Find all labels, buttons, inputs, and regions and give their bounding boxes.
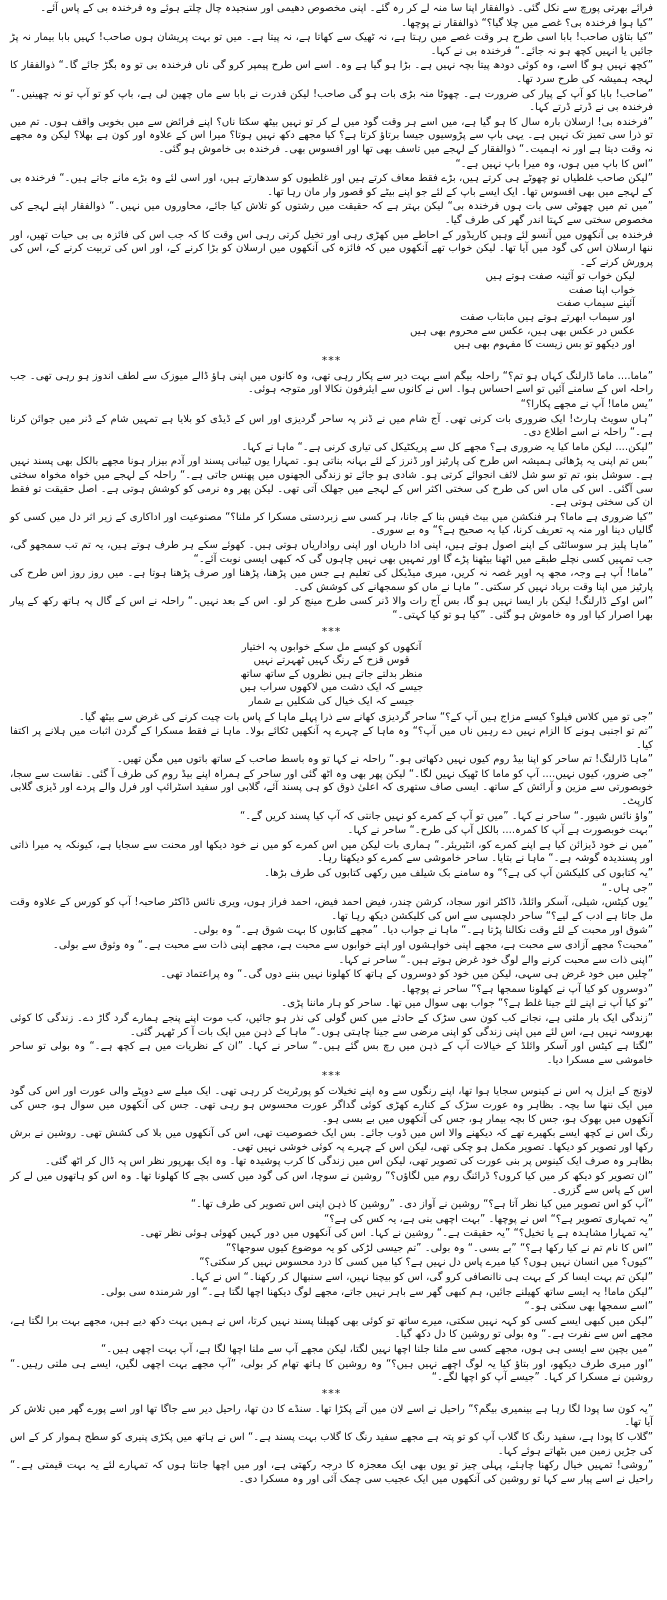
section-separator: ***: [321, 1069, 342, 1083]
verse-line: خواب اپنا صفت: [568, 284, 635, 296]
paragraph: رنگ اس نے کچھ ایسے بکھیرے تھے کہ دیکھنے والا اس میں ڈوب جائے۔ بس ایک خصوصیت تھی، اس کی آنکھوں میں بلا کی کشش تھی۔ روشین نے برش رکھا اور تصویر کو دیکھا۔ تصویر مکمل ہو چکی تھی، لیکن اس کے چہرے پہ کوئی خوشی نہیں تھی۔: [10, 1128, 653, 1153]
paragraph: ”زندگی ایک بار ملتی ہے، نجانے کب کون سی سڑک کے حادثے میں کس گولی کی نذر ہو جائیں، کب موت اپنے پنجے ہمارے گرد گاڑ دے۔ زندگی کا کوئی بھروسہ نہیں ہے، اس لئے میں اپنی زندگی کو اپنی مرضی سے جینا چاہتی ہوں۔“ ماہا کے ذہن میں ایک بات آ کر ٹھہر گئی۔: [10, 1012, 653, 1038]
paragraph: ”اس کا نام تم نے کیا رکھا ہے؟“ ”بے بسی۔“ وہ بولی۔ ”تم جیسی لڑکی کو یہ موضوع کیوں سوجھا؟“: [226, 1242, 653, 1254]
paragraph: ”فرخندہ بی! ارسلان بارہ سال کا ہو گیا ہے، میں اسے ہر وقت گود میں لے کر تو نہیں بیٹھ سکتا ناں؟ اپنے فرائض سے میں بخوبی واقف ہوں۔ تم میں تو ذرا سی تمیز تک نہیں ہے۔ یہی باپ سے پڑوسیوں جیسا برتاؤ کرتا ہے؟ کیا مجھے دکھ نہیں ہوتا؟ میرا اس کے علاوہ اور کون ہے بھلا؟ لیکن وہ مجھے نہ وقت دیتا ہے اور نہ اہمیت۔“ ذوالفقار کے لہجے میں تاسف بھی تھا اور افسوس بھی۔ فرخندہ بی خاموش ہو گئی۔: [10, 116, 653, 155]
paragraph: ”چلیں میں خود غرض ہی سہی، لیکن میں خود کو دوسروں کے ہاتھ کا کھلونا نہیں بننے دوں گی۔“ وہ پراعتماد تھی۔: [160, 969, 653, 981]
paragraph: ”میں نے خود ڈیزائن کیا ہے اپنے کمرے کو، انٹیریئر۔“ ہماری بات لیکن میں اس کمرے کو میں نے خود دیکھا اور محنت سے سجایا ہے، کیونکہ یہ میرا ذاتی اور پسندیدہ گوشہ ہے۔“ ماہا نے بتایا۔ ساحر خاموشی سے کمرے کو دیکھتا رہا۔: [10, 839, 653, 865]
paragraph: ”تو کیا آپ نے اپنے لئے جینا غلط ہے؟“ جواب بھی سوال میں تھا۔ ساحر کو ہار ماننا پڑی۔: [281, 998, 653, 1010]
poem-verse: [10, 641, 653, 709]
paragraph: ”یس ماما! آپ نے مجھے پکارا؟“: [520, 399, 653, 411]
verse-line: لیکن خواب تو آئینہ صفت ہوتے ہیں: [485, 271, 635, 283]
paragraph: ”یہ تمہاری تصویر ہے؟“ اس نے پوچھا۔ ”بہت اچھی بنی ہے، یہ کس کی ہے؟“: [324, 1213, 653, 1225]
verse-line: اور سیماب ابھرتے ہوتے ہیں مابتاب صفت: [460, 312, 635, 324]
paragraph: ”اپنی ذات سے محبت کرنے والے لوگ خود غرض ہوتے ہیں۔“ ساحر نے کہا۔: [338, 954, 653, 966]
paragraph: ”واؤ نائس شیور۔“ ساحر نے کہا۔ ”میں تو آپ کے کمرے کو نہیں جانتی کہ آپ کیا پسند کریں گے۔“: [239, 810, 653, 822]
paragraph: ”تم تو اجنبی ہونے کا الزام نہیں دے رہیں ناں میں آپ؟“ وہ ماہا کے چہرے پہ آنکھیں ٹکائے بولا۔ ماہا نے فقط مسکرا کے گردن اثبات میں ہلانے پر اکتفا کیا۔: [10, 726, 653, 751]
section-3: [10, 711, 653, 1068]
poem-verse: [10, 270, 635, 352]
paragraph: ”جی تو میں کلاس فیلو؟ کیسے مزاج ہیں آپ کے؟“ ساحر گردیزی کھانے سے ذرا پہلے ماہا کے پاس بات چیت کرنے کی غرض سے بیٹھ گیا۔: [78, 711, 653, 723]
paragraph: ”گلاب کا پودا ہے، سفید رنگ کا گلاب آپ کو تو پتہ ہے مجھے سفید رنگ کا گلاب بہت پسند ہے۔“ اس نے ہاتھ میں پکڑی پنیری کو سطح ہموار کر کے اس کی جڑیں زمین میں بٹھاتے ہوئے کہا۔: [10, 1432, 653, 1457]
paragraph: ”لگتا ہے کیٹس اور آسکر وائلڈ کے خیالات آپ کے ذہن میں رچ بس گئے ہیں۔“ ساحر نے کہا۔ ”ان کے نظریات میں ہے کچھ ہے۔“ وہ بولی تو ساحر خاموشی سے مسکرا دیا۔: [10, 1041, 653, 1066]
paragraph: ”دوسروں کو کیا آپ نے کھلونا سمجھا ہے؟“ ساحر نے پوچھا۔: [400, 983, 653, 995]
verse-line: آنکھوں کو کیسے مل سکے خوابوں پہ اختیار: [241, 641, 422, 653]
paragraph: ”اور میری طرف دیکھو، اور بتاؤ کیا یہ لوگ اچھے نہیں ہیں؟“ وہ روشین کا ہاتھ تھام کر بولی، ”آپ مجھے بہت اچھی لگیں، ایسے ہی ملتی رہیں۔“ روشین نے مسکرا کر کہا۔ ”جیسے آپ کو اچھا لگے۔“: [10, 1358, 653, 1384]
verse-line: منظر بدلتے جاتے ہیں نظروں کے ساتھ ساتھ: [240, 668, 423, 680]
paragraph: لاونج کے ایزل پہ اس نے کینوس سجایا ہوا تھا، اپنے رنگوں سے وہ اپنے تخیلات کو پورٹریٹ کر رہی تھی۔ ایک میلے سے دوپٹے والی عورت اور اس کی گود میں ایک ننھا سا بچہ۔ بظاہر وہ عورت سڑک کے کنارے کھڑی کوئی گداگر عورت محسوس ہو رہی تھی۔ جس کی آنکھوں میں سوال ہو، جس کی آنکھوں میں بھوک ہو، جس کا بچہ بیمار ہو، جس کی آنکھوں میں بے بسی ہو۔: [10, 1086, 653, 1125]
verse-line: آئینے سیماب صفت: [556, 298, 635, 310]
paragraph: ”لیکن ماما! یہ ایسے ساتھ کھیلنے جائیں، ہم کبھی گھر سے باہر نہیں جاتے، مجھے لوگ دیکھنا اچھا لگتا ہے۔“ اور شرمندہ سی بولی۔: [100, 1286, 653, 1298]
paragraph: ”آپ کو اس تصویر میں کیا نظر آتا ہے؟“ روشین نے آواز دی۔ ”روشین کا ذہن اپنی اس تصویر کی طرف تھا۔“: [190, 1199, 653, 1211]
paragraph: ”ہاں سویٹ ہارٹ! ایک ضروری بات کرنی تھی۔ آج شام میں نے ڈنر پہ ساحر گردیزی اور اس کے ڈیڈی کو بلایا ہے تمہیں شام کے ڈنر میں جوائن کرنا ہے۔“ راحلہ نے اسے اطلاع دی۔: [10, 413, 653, 439]
paragraph: ”ماہا پلیز ہر سوسائٹی کے اپنے اصول ہوتے ہیں، اپنی ادا داریاں اور اپنی رواداریاں ہوتی ہیں۔ کھوئے سکے ہر طرف ہوتے ہیں، یہ تم تب سمجھو گی، جب تمہیں کسی نچلے طبقے میں اٹھنا بیٹھنا پڑے گا اور تمہیں بھی نہیں چاہوں گی کہ کبھی ایسی نوبت آئے۔“: [10, 539, 653, 565]
paragraph: ”جی ہاں۔“: [601, 882, 653, 894]
verse-line: قوس قزح کے رنگ کہیں ٹھہرتے نہیں: [253, 655, 410, 667]
paragraph: ”کیا ہوا فرخندہ بی؟ غصے میں چلا گیا؟“ ذوالفقار نے پوچھا۔: [401, 17, 653, 29]
paragraph: ”کیا ضروری ہے ماما؟ ہر فنکشن میں بیٹ فیس بنا کے جانا، ہر کسی سے زبردستی مسکرا کر ملنا؟“ مصنوعیت اور اداکاری کے زیر اثر دل میں کسی کو گالیاں دینا اور منہ پہ تعریف کرنا، کیا یہ صحیح ہے؟“ وہ بے سوری۔: [10, 511, 653, 537]
section-separator: ***: [321, 624, 342, 638]
paragraph: ”لیکن تم بہت ایسا کر کے بہت ہی ناانصافی کرو گی، اس کو بیچنا نہیں، اسے سنبھال کر رکھنا۔“ اس نے کہا۔: [189, 1272, 653, 1284]
section-1: [10, 2, 653, 352]
verse-line: اور دیکھو تو بس زیست کا مفہوم بھی ہیں: [453, 339, 635, 351]
section-separator: ***: [321, 353, 342, 367]
section-2: [10, 370, 653, 623]
paragraph: ”لیکن صاحب غلطیاں تو چھوٹے ہی کرتے ہیں، بڑے فقط معاف کرتے ہیں اور غلطیوں کو سدھارتے ہیں، اور اسی لئے وہ بڑے مانے جاتے ہیں۔“ فرخندہ بی کے لہجے میں بھی افسوس تھا۔ ایک ایسے باپ کے لئے جو اپنے بیٹے کو قصور وار مان رہا تھا۔: [10, 173, 653, 198]
paragraph: ”یہ کتابوں کی کلیکشن آپ کی ہے؟“ وہ سامنے بک شیلف میں رکھی کتابوں کی طرف بڑھا۔: [264, 868, 653, 880]
paragraph: فرخندہ بی آنکھوں میں آنسو لئے وہیں کاریڈور کے احاطے میں کھڑی رہی اور تخیل کرتی رہی اس وقت کا کہ جب اس کی فائزہ بی بی حیات تھیں، اور ننھا ارسلان اس کی گود میں آیا تھا۔ لیکن خواب تھے آنکھوں میں کہ فائزہ کی آنکھوں میں ارسلان کو بڑا کرنے کے، اور اس کی تربیت کرنے کے، اس کی پرورش کرنے کے۔: [10, 229, 653, 268]
paragraph: ”لیکن.... لیکن ماما کیا یہ ضروری ہے؟ مجھے کل سے پریکٹیکل کی تیاری کرنی ہے۔“ ماہا نے کہا۔: [241, 441, 653, 453]
paragraph: ”میں بچپن سے ایسی ہی ہوں، مجھے کسی سے ملنا جلنا اچھا نہیں لگتا، لیکن مجھے آپ سے ملنا اچھا لگا ہے، آپ بہت اچھی ہیں۔“: [101, 1344, 653, 1356]
paragraph: ”بس تم اپنی یہ پڑھائی ہمیشہ اس طرح کی پارٹیز اور ڈنرز کے لئے بہانہ بناتی ہو۔ تمہارا یوں ٹیبانی پسند اور آدم بیزار ہونا مجھے بالکل بھی پسند نہیں ہے۔ سوشل بنو، تم تو سو شل لائف انجوائے کرتی ہو۔ شادی ہو جائے تو زندگی الجھنوں میں پھنس جاتی ہے۔“ راحلہ کے لہجے میں خواہ مخواہ سختی سی آگئی۔ اس کی ماں اس کی طرح کی سختی اکثر اس کے لہجے میں جھلک آتی تھی۔ لیکن پھر وہ نرمی کو کوشش ہوتی ہے۔ اصل حقیقت تو فقط ان کی سختی ہوتی ہے۔: [10, 456, 653, 509]
paragraph: فرائے بھرتی پورچ سے نکل گئی۔ ذوالفقار اپنا سا منہ لے کر رہ گئے۔ اپنی مخصوص دھیمی اور سنجیدہ چال چلتے ہوئے وہ فرخندہ بی کے پاس آئے۔: [40, 3, 653, 14]
paragraph: ”کیا بتاؤں صاحب! بابا اسی طرح ہر وقت غصے میں رہتا ہے، نہ ٹھیک سے کھاتا ہے، نہ پیتا ہے۔ میں تو بہت پریشان ہوں صاحب! کہیں بابا بیمار نہ پڑ جائیں یا انہیں کچھ ہو نہ جائے۔“ فرخندہ بی نے کہا۔: [10, 32, 653, 57]
section-5: [10, 1403, 653, 1487]
paragraph: ”بہت خوبصورت ہے آپ کا کمرہ.... بالکل آپ کی طرح۔“ ساحر نے کہا۔: [347, 825, 653, 837]
paragraph: ”ماما.... ماما ڈارلنگ کہاں ہو تم؟“ راحلہ بیگم اسے بہت دیر سے پکار رہی تھی، وہ کانوں میں اپنی ہاؤ ڈالے میوزک سے لطف اندوز ہو رہی تھی۔ جب راحلہ اس کے سامنے آئیں تو اسے احساس ہوا۔ اس نے کانوں سے ایئرفون نکالا اور متوجہ ہوئی۔: [10, 370, 653, 396]
verse-line: جیسے کہ ایک خیال کی شکلیں بے شمار: [248, 695, 415, 707]
paragraph: ”ان تصویر کو دیکھ کر میں کیا کروں؟ ڈرائنگ روم میں لگاؤں؟“ روشین نے سوچا، اس کی گود میں کسی بچے کا کھلونا تھا۔ وہ اس کو ہاتھوں میں لے کر اس کے پاس سے گزری۔: [10, 1170, 653, 1196]
paragraph: ”شوق اور محبت کے لئے وقت نکالنا پڑتا ہے۔“ ماہا نے جواب دیا۔ ”مجھے کتابوں کا بہت شوق ہے۔“ وہ بولی۔: [192, 925, 653, 937]
paragraph: ”یہ کون سا پودا لگا رہا ہے بینمیری بیگم؟“ راحیل نے اسے لان میں آتے پکڑا تھا۔ سنڈے کا دن تھا، راحیل دیر سے جاگا تھا اور اسے پورے گھر میں تلاش کر آیا تھا۔: [10, 1403, 653, 1429]
paragraph: بظاہر وہ صرف ایک کینوس پر بنی عورت کی تصویر تھی، لیکن اس میں زندگی کا کرب پوشیدہ تھا۔ وہ ایک بھرپور نظر اس پہ ڈال کر اٹھ گئی۔: [44, 1156, 653, 1168]
paragraph: ”جی ضرور، کیوں نہیں.... آپ کو ماما کا ٹھیک نہیں لگا۔“ لیکن پھر بھی وہ اٹھ گئی اور ساحر کے ہمراہ اپنے بیڈ روم کی طرف آ گئی۔ نفاست سے سجا، خوبصورتی سے مزین و آرائش کے ساتھ۔ ایسی صاف ستھری کہ اعلیٰ ذوق کو ہی پسند آئے، گلابی اور سفید اسٹرائپ اور فرل والے پردے اور ڈیزی گلابی کارپٹ۔: [10, 768, 653, 808]
paragraph: ”میں تم میں چھوٹی سی بات ہوں فرخندہ بی“ لیکن بہتر ہے کہ حقیقت میں رشتوں کو تلاش کیا جائے، محاوروں میں نہیں۔“ ذوالفقار اپنے لہجے کی مخصوص سختی سے کہتا اندر گھر کی طرف گیا۔: [10, 201, 653, 226]
paragraph: ”ماما! آپ ہے وجہ، مجھ پہ اوپر غصہ نہ کریں، میری میڈیکل کی تعلیم ہے جس میں پڑھنا، پڑھنا اور صرف پڑھنا ہوتا ہے۔ میں روز روز اس طرح کی پارٹیز میں اپنا وقت برباد نہیں کر سکتی۔“ ماہا نے ماں کو سمجھانے کی کوشش کی۔: [10, 568, 653, 593]
verse-line: جیسے کہ ایک دشت میں لاکھوں سراب ہیں: [239, 682, 424, 694]
paragraph: ”ماہا ڈارلنگ! تم ساحر کو اپنا بیڈ روم کیوں نہیں دکھاتی ہو۔“ راحلہ نے کہا تو وہ باسط صاحب کے ساتھ باتوں میں مگن تھیں۔: [116, 754, 653, 766]
paragraph: ”اس کا باپ میں ہوں، وہ میرا باپ نہیں ہے۔“: [455, 158, 653, 170]
section-separator: ***: [321, 1386, 342, 1400]
paragraph: ”لیکن میں کبھی ایسے کسی کو کہہ نہیں سکتی، میرے ساتھ تو کوئی بھی کھیلنا پسند نہیں کرتا، اس نے ہمیں بہت دکھ دیے ہیں، مجھے بہت برا لگتا ہے، مجھے اس سے نفرت ہے۔“ وہ بولی تو روشین کا دل دکھ گیا۔: [10, 1315, 653, 1341]
paragraph: ”کچھ نہیں ہو گا اسے، وہ کوئی دودھ پیتا بچہ نہیں ہے۔ بڑا ہو گیا ہے وہ۔ اسے اس طرح پیمپر کرو گی ناں فرخندہ بی تو وہ بگڑ جائے گا۔“ ذوالفقار کا لہجہ ہمیشہ کی طرح سرد تھا۔: [10, 60, 653, 85]
section-4: [10, 1085, 653, 1384]
paragraph: ”صاحب! بابا کو آپ کے پیار کی ضرورت ہے۔ چھوٹا منہ بڑی بات ہو گی صاحب! لیکن قدرت نے بابا سے ماں چھین لی ہے، باپ کو تو آپ تو نہ چھینیں۔“ فرخندہ بی نے ڈرتے ڈرتے کہا۔: [10, 88, 653, 114]
paragraph: ”اس اوکے ڈارلنگ! لیکن بار ایسا نہیں ہو گا، بس آج رات والا ڈنر کسی طرح مینج کر لو۔ اس کے بعد نہیں۔“ راحلہ نے اس کے گال پہ ہاتھ رکھ کے پیار بھرا اصرار کیا اور وہ خاموش ہو گئی۔ ”کیا ہو تو کیا کہتی۔“: [10, 596, 653, 621]
verse-line: عکس در عکس بھی ہیں، عکس سے محروم بھی ہیں: [410, 325, 635, 337]
paragraph: ”یہ تمہارا مشاہدہ ہے یا تخیل؟“ ”یہ حقیقت ہے۔“ روشین نے کہا۔ اس کی آنکھوں میں دور کہیں کھوئی ہوئی نظر تھی۔: [139, 1228, 653, 1240]
paragraph: ”روشی! تمہیں خیال رکھنا چاہئے، پہلی چیز تو یوں بھی ایک معجزہ کا درجہ رکھتی ہے، اور میں اچھا جانتا ہوں کہ تمہارے لئے یہ بہت قیمتی ہے۔“ راحیل نے اسے پیار سے کہا تو روشین کی آنکھوں میں ایک عجیب سی چمک آئی اور وہ مسکرا دی۔: [10, 1460, 653, 1485]
paragraph: ”محبت؟ مجھے آزادی سے محبت ہے، مجھے اپنی خواہشوں اور اپنے خوابوں سے محبت ہے، مجھے اپنی ذات سے محبت ہے۔“ وہ وثوق سے بولی۔: [52, 940, 653, 951]
paragraph: ”کیوں؟ میں انسان نہیں ہوں؟ کیا میرے پاس دل نہیں ہے؟ کیا میں کسی کا درد محسوس نہیں کر سکتی؟“: [199, 1257, 653, 1269]
paragraph: ”اسے سمجھا بھی سکتی ہو۔“: [524, 1301, 653, 1313]
paragraph: ”یوں کیٹس، شیلی، آسکر وائلڈ، ڈاکٹر انور سجاد، کرشن چندر، فیض احمد فیض، احمد فراز ہوں، ویری نائس ڈاکٹر صاحبہ! آپ کو کورس کے علاوہ وقت مل جاتا ہے ادب کے لیے؟“ ساحر دلچسپی سے اس کی کلیکشن دیکھ رہا تھا۔: [10, 897, 653, 922]
